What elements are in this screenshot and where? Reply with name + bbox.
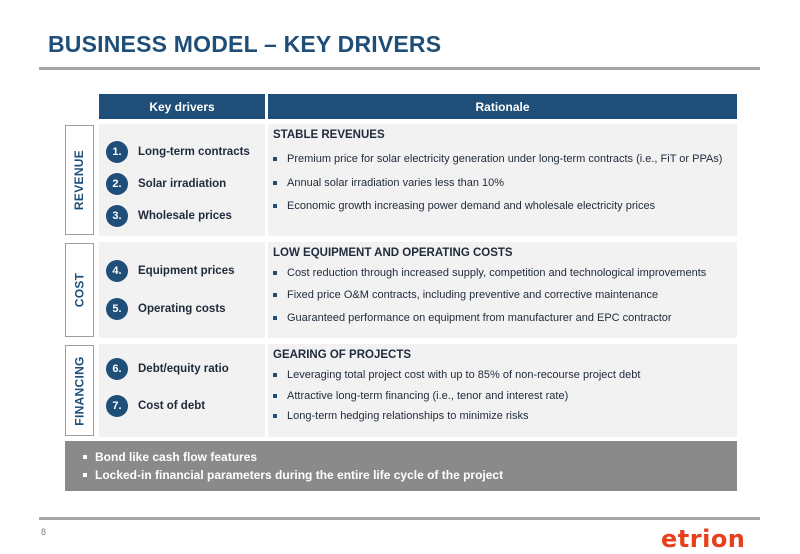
driver-label: Long-term contracts [138,146,250,158]
bullet-square-icon [273,157,277,161]
rationale-bullet: Leveraging total project cost with up to 85% of non-recourse project debt [273,369,640,381]
driver-label: Operating costs [138,303,226,315]
etrion-logo: etrion [661,525,746,553]
bullet-square-icon [273,204,277,208]
financing-rationale-panel [268,344,737,437]
summary-bullet: Locked-in financial parameters during the entire life cycle of the project [83,468,503,482]
driver-number-badge: 7. [106,395,128,417]
driver-number-badge: 1. [106,141,128,163]
bullet-square-icon [83,473,87,477]
footer-divider [39,517,760,520]
driver-number-badge: 5. [106,298,128,320]
page-number: 8 [41,527,47,537]
bullet-square-icon [273,293,277,297]
rationale-heading: STABLE REVENUES [273,129,385,141]
driver-item [106,205,232,227]
title-divider [39,67,760,70]
bullet-square-icon [273,394,277,398]
financing-side-label: FINANCING [65,345,94,436]
rationale-heading: GEARING OF PROJECTS [273,349,412,361]
rationale-bullet: Annual solar irradiation varies less than 10% [273,177,504,189]
driver-item [106,395,205,417]
driver-number-badge: 6. [106,358,128,380]
bullet-square-icon [273,373,277,377]
driver-number-badge: 2. [106,173,128,195]
financing-drivers-panel [99,344,265,437]
rationale-bullet: Long-term hedging relationships to minimize risks [273,410,529,422]
driver-item [106,260,235,282]
bullet-square-icon [83,455,87,459]
key-drivers-header: Key drivers [99,94,265,119]
summary-box [65,441,737,491]
driver-label: Equipment prices [138,265,235,277]
bullet-square-icon [273,316,277,320]
rationale-bullet: Fixed price O&M contracts, including preventive and corrective maintenance [273,289,658,301]
driver-label: Solar irradiation [138,178,227,190]
cost-rationale-panel [268,242,737,338]
slide-title: BUSINESS MODEL – KEY DRIVERS [48,31,442,57]
rationale-bullet: Premium price for solar electricity generation under long-term contracts (i.e., FiT or PPAs) [273,153,722,165]
driver-item [106,141,250,163]
revenue-rationale-panel [268,124,737,236]
driver-item [106,173,226,195]
driver-item [106,358,229,380]
revenue-drivers-panel [99,124,265,236]
rationale-bullet: Guaranteed performance on equipment from manufacturer and EPC contractor [273,312,672,324]
rationale-bullet: Cost reduction through increased supply, competition and technological improvements [273,267,706,279]
rationale-header: Rationale [268,94,737,119]
rationale-heading: LOW EQUIPMENT AND OPERATING COSTS [273,247,513,259]
revenue-side-label: REVENUE [65,125,94,235]
bullet-square-icon [273,271,277,275]
bullet-square-icon [273,414,277,418]
summary-bullet: Bond like cash flow features [83,450,257,464]
cost-drivers-panel [99,242,265,338]
driver-number-badge: 4. [106,260,128,282]
rationale-bullet: Economic growth increasing power demand and wholesale electricity prices [273,200,655,212]
driver-label: Cost of debt [138,400,206,412]
rationale-bullet: Attractive long-term financing (i.e., tenor and interest rate) [273,390,568,402]
driver-label: Wholesale prices [138,210,232,222]
cost-side-label: COST [65,243,94,337]
driver-number-badge: 3. [106,205,128,227]
driver-label: Debt/equity ratio [138,363,229,375]
driver-item [106,298,226,320]
bullet-square-icon [273,181,277,185]
